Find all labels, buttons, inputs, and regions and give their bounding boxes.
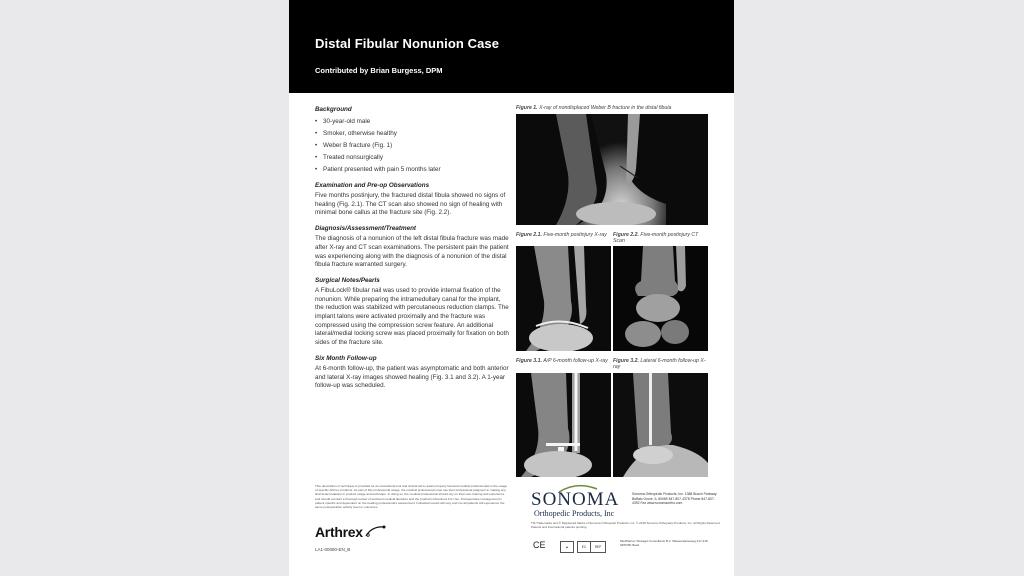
background-heading: Background — [315, 106, 352, 113]
figure-1-xray-image — [516, 114, 708, 225]
ce-mark: CE — [533, 540, 546, 550]
figure-2-1-caption: Figure 2.1. Five-month postinjury X-ray — [516, 232, 607, 238]
list-item: • Treated nonsurgically — [315, 152, 509, 164]
exam-text: Five months postinjury, the fractured distal fibula showed no signs of healing (Fig. 2.1). The CT scan also showed no sign of healing with minimal bone callus at the fracture site (Fig. 2.2). — [315, 192, 506, 217]
page-title: Distal Fibular Nonunion Case — [315, 36, 500, 51]
exam-heading: Examination and Pre-op Observations — [315, 182, 430, 189]
surgical-text: A FibuLock® fibular nail was used to provide internal fixation of the nonunion. While preparing the intramedullary canal for the implant, the reduction was stabilized with percutaneous reduction clamps. The implant talons were activated proximally and the fracture was compressed using the compression screw feature. An additional lateral/medial locking screw was placed proximally for fixation on both sides of the fracture site. — [315, 286, 509, 347]
legal-text: TM Trademarks and ® Registered Marks of Sonoma Orthopedic Products, Inc. © 2018 Sonoma Orthopedic Products, Inc. All Rights Reserved. Patents and international patents pending. — [531, 521, 721, 529]
background-list — [315, 116, 509, 176]
surgical-heading: Surgical Notes/Pearls — [315, 276, 380, 284]
figure-3-1-caption: Figure 3.1. A/P 6-month follow-up X-ray — [516, 358, 608, 364]
diagnosis-heading: Diagnosis/Assessment/Treatment — [315, 225, 417, 233]
document-number: LA1-00080-EN_B — [315, 547, 351, 552]
document-page — [289, 0, 734, 576]
contributor-line: Contributed by Brian Burgess, DPM — [315, 66, 443, 75]
arthrex-mark-icon — [364, 524, 386, 538]
sonoma-logo-subtitle: Orthopedic Products, Inc — [534, 509, 615, 518]
figure-2-2-caption: Figure 2.2. Five-month postinjury CT Scan — [613, 232, 699, 245]
figure-3-2-xray-image — [613, 373, 708, 477]
figure-1-caption: Figure 1. X-ray of nondisplaced Weber B fracture in the distal fibula — [516, 105, 672, 111]
figure-2-2-ct-image — [613, 246, 708, 351]
disclaimer-text: This description of technique is provided as an educational tool and clinical aid to assist properly licensed medical professionals in the usage of specific Arthrex products. As part of this professional usage, the medical professional must use their professional judgment in making any final determinations in product usage and technique. In doing so, the medical professional should rely on their own training and experience and should conduct a thorough review of pertinent medical literature and the product's Directions For Use. Postoperative management is patient specific and dependent on the treating professional's assessment. Individual results will vary and not all patients will experience the same postoperative activity level or outcomes. — [315, 484, 508, 510]
rep-box: REP — [590, 541, 606, 553]
arthrex-logo: Arthrex — [315, 524, 386, 540]
sonoma-address: Sonoma Orthopedic Products, Inc. 1388 Busch Parkway Buffalo Grove, IL 60089 847-807-4378 Phone 847-807-4392 Fax www.sonomaortho.com — [632, 492, 717, 506]
sonoma-logo: SONOMA — [531, 489, 620, 510]
figure-3-2-caption: Figure 3.2. Lateral 6-month follow-up X-ray — [613, 358, 706, 371]
figure-2-1-xray-image — [516, 246, 611, 351]
figure-3-1-xray-image — [516, 373, 611, 477]
list-item: • 30-year-old male — [315, 116, 509, 128]
ec-box: EC — [577, 541, 591, 553]
list-item: • Patient presented with pain 5 months later — [315, 164, 509, 176]
list-item: • Smoker, otherwise healthy — [315, 128, 509, 140]
manufacturer-symbol: ▲ — [560, 541, 574, 553]
header-band — [289, 0, 734, 93]
list-item: • Weber B fracture (Fig. 1) — [315, 140, 509, 152]
left-column — [315, 106, 509, 398]
diagnosis-text: The diagnosis of a nonunion of the left distal fibula fracture was made after X-ray and CT scan examinations. The persistent pain the patient was experiencing along with the diagnosis of a nonunion of the distal fibula fracture warranted surgery. — [315, 235, 509, 269]
followup-heading: Six Month Follow-up — [315, 354, 377, 362]
followup-text: At 6-month follow-up, the patient was asymptomatic and both anterior and lateral X-ray images showed healing (Fig. 3.1 and 3.2). A 1-year follow-up was scheduled. — [315, 364, 509, 390]
eu-rep-address: MedPartner Strategic Consultants B.V. Wassenaarseweg 217-218 9255 BK Beek — [620, 539, 708, 548]
